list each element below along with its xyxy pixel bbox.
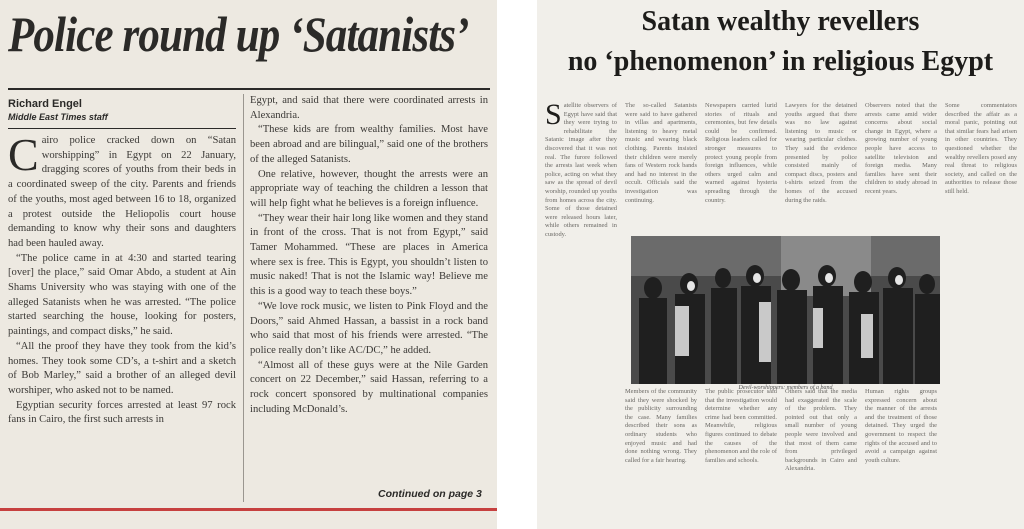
article-column-2 [250, 94, 488, 486]
paragraph-text: airo police cracked down on “Satan worshipping” in Egypt on 22 January, dragging scores of youths from their beds in a coordinated sweep of the city. Parents and friends of the youths, most aged between 16 to 18, organized a protest outside the Heliopolis court house demanding to know why their sons and daughters had been hauled away. [8, 135, 236, 249]
paragraph: “All the proof they have they took from the kid’s homes. They took some CD’s, a t-shirt and a sketch of Bob Marley,” said a brother of an alleged devil worshiper, who asked not to be named. [8, 340, 236, 396]
right-column-4: Lawyers for the detained youths argued that there was no law against listening to music or wearing particular clothes. They said the evidence presented by police consisted mainly of compact discs, posters and t-shirts seized from the homes of the accused during the raids. [785, 102, 857, 204]
crowd-photo-image [631, 236, 940, 384]
right-column-3: Newspapers carried lurid stories of rituals and ceremonies, but few details could be confirmed. Religious leaders called for stronger measures to protect young people from foreign influences, while others urged calm and warned against hysteria spreading through the country. [705, 102, 777, 204]
paragraph: “We love rock music, we listen to Pink Floyd and the Doors,” said Ahmed Hassan, a bassist in a rock band who said that most of his friends were arrested. “The police really don’t like AC/DC,” he added. [250, 300, 488, 356]
paragraph: “Almost all of these guys were at the Nile Garden concert on 22 December,” said Hassan, referring to a rock concert sponsored by multinational companies including McDonald’s. [250, 359, 488, 415]
news-photo [631, 236, 940, 384]
right-column-5: Observers noted that the arrests came amid wider concerns about social change in Egypt, where a growing number of young people have access to satellite television and foreign media. Many families have sent their children to study abroad in recent years. [865, 102, 937, 195]
right-headline-line1: Satan wealthy revellers [641, 6, 920, 37]
byline: Richard Engel [8, 98, 82, 110]
right-bottom-column-3: Others said that the media had exaggerated the scale of the problem. They pointed out that only a small number of young people were involved and that most of them came from privileged backgrounds in Cairo and Alexandria. [785, 388, 857, 473]
left-clipping [0, 0, 497, 529]
right-dropcap: S [545, 102, 562, 131]
paragraph [8, 134, 236, 252]
paragraph: “The police came in at 4:30 and started tearing [over] the place,” said Omar Abdo, a student at Ain Shams University who was staying with one of the alleged Satanists when he was arrested. “The police started searching the house, looking for posters, paintings, and compact disks,” he said. [8, 252, 236, 338]
right-bottom-column-2: The public prosecutor said that the investigation would determine whether any crime had been committed. Meanwhile, religious figures continued to debate the causes of the phenomenon and the role of families and schools. [705, 388, 777, 464]
paragraph: One relative, however, thought the arrests were an appropriate way of teaching the children a lesson that will help fight what he believes is a foreign influence. [250, 168, 488, 209]
paragraph: Egypt, and said that there were coordinated arrests in Alexandria. [250, 95, 488, 121]
paragraph: “These kids are from wealthy families. Most have been abroad and are bilingual,” said one of the brothers of the alleged Satanists. [250, 124, 488, 165]
right-bottom-column-4: Human rights groups expressed concern about the manner of the arrests and the treatment of those detained. They urged the government to respect the rights of the accused and to avoid a campaign against youth culture. [865, 388, 937, 464]
column-divider [243, 94, 244, 502]
dropcap: C [8, 134, 39, 180]
left-headline: Police round up ‘Satanists’ [8, 6, 469, 62]
paragraph: Egyptian security forces arrested at least 97 rock fans in Cairo, the first such arrests in [8, 399, 236, 426]
right-column-2: The so-called Satanists were said to have gathered in villas and apartments, listening to heavy metal music and wearing black clothing. Parents insisted their children were merely fans of Western rock bands and had no interest in the occult. Officials said the investigation was continuing. [625, 102, 697, 204]
bottom-red-rule [0, 508, 497, 511]
photo-caption: Devil-worshippers: members of a band [738, 385, 833, 391]
right-column-text: atellite observers of Egypt have said that they were trying to rehabilitate the Satanic image after they discovered that it was not real. The furore followed the arrests last week when police, acting on what they saw as the spread of devil worship, rounded up youths from homes across the city. Some of those detained were released hours later, while others remained in custody. [545, 102, 617, 238]
right-column-1 [545, 102, 617, 522]
article-column-1 [8, 134, 236, 504]
right-headline-line2: no ‘phenomenon’ in religious Egypt [567, 46, 994, 77]
right-column-6: Some commentators described the affair as a moral panic, pointing out that similar fears had arisen in other countries. They questioned whether the wealthy revellers posed any real threat to religious society, and called on the authorities to release those still held. [945, 102, 1017, 195]
paragraph: “They wear their hair long like women and they stand in front of the cross. That is not from Egypt,” said Tamer Mohammed. “These are places in America where sex is free. This is Egypt, you shouldn’t listen to music naked! That is not the Islamic way! Believe me this is a good way to teach these boys.” [250, 212, 488, 298]
byline-affiliation: Middle East Times staff [8, 112, 108, 122]
headline-rule [8, 88, 490, 90]
right-bottom-column-1: Members of the community said they were shocked by the publicity surrounding the case. Many families described their sons as ordinary students who enjoyed music and had done nothing wrong. They called for a fair hearing. [625, 388, 697, 464]
continued-note: Continued on page 3 [378, 488, 482, 500]
right-clipping [537, 0, 1024, 529]
byline-rule [8, 128, 236, 129]
